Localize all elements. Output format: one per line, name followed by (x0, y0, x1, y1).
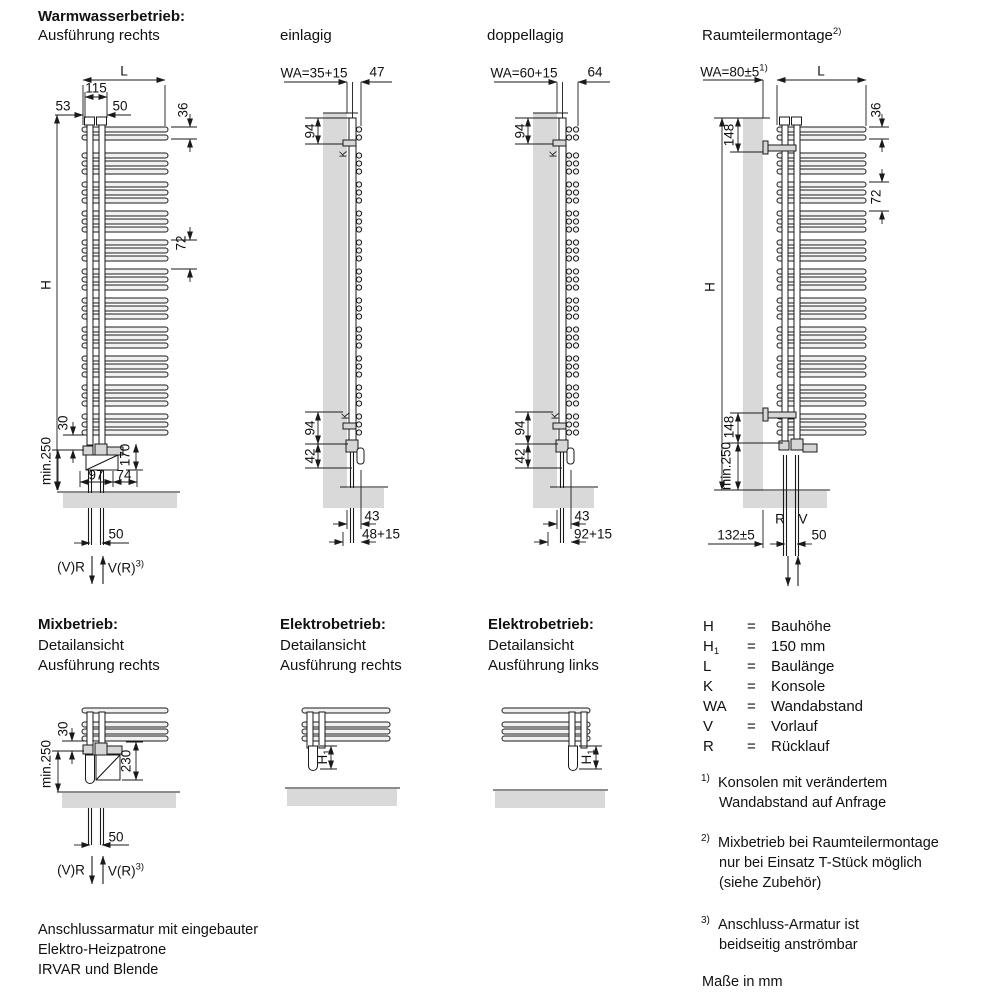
legend-row (703, 618, 831, 637)
units-note: Maße in mm (702, 974, 783, 990)
dim-label-L-raumteiler: L (817, 63, 825, 79)
elektro-links-line2: Detailansicht (488, 637, 574, 654)
legend-symbol: H (703, 618, 714, 635)
dim-label-50-bottom: 50 (108, 526, 124, 542)
legend-equals: = (747, 698, 756, 715)
vr-right-mix-sup: 3) (135, 861, 145, 873)
dim-label-72-raumteiler: 72 (868, 189, 884, 205)
konsole-label-top-doppellagig: K (548, 150, 560, 158)
pipe-label-R: R (775, 511, 785, 527)
mixbetrieb-line3: Ausführung rechts (38, 657, 160, 674)
flow-label-vr-left: (V)R (57, 559, 85, 575)
dim-label-42-doppellagig: 42 (512, 448, 528, 464)
dim-label-H-raumteiler: H (702, 282, 718, 292)
section-title-elektro-links: Elektrobetrieb: (488, 616, 594, 633)
dim-label-94-top-einlagig: 94 (302, 123, 318, 139)
elektro-links-line3: Ausführung links (488, 657, 599, 674)
konsole-label-bottom-einlagig: K (340, 412, 352, 420)
dim-label-36-raumteiler: 36 (868, 102, 884, 118)
dim-label-h1-rechts (315, 749, 333, 764)
dim-label-50-top: 50 (112, 98, 128, 114)
dim-label-53: 53 (55, 98, 71, 114)
dim-label-64: 64 (587, 64, 603, 80)
section-title-einlagig: einlagig (280, 27, 332, 44)
legend-symbol: L (703, 658, 712, 675)
wa-raumteiler-text: WA=80±5 (700, 64, 760, 80)
legend-symbol: $H_1$ (703, 638, 720, 657)
legend-equals: = (747, 638, 756, 655)
dim-label-72: 72 (173, 235, 189, 251)
legend-row (703, 638, 825, 657)
footnote-2-line-2: nur bei Einsatz T-Stück möglich (719, 855, 922, 871)
dim-label-92-15: 92+15 (574, 526, 612, 542)
dim-label-50-mix: 50 (108, 829, 124, 845)
wa-raumteiler-sup: 1) (759, 62, 768, 74)
legend-symbol: R (703, 738, 714, 755)
dim-label-min250-mix: min.250 (38, 739, 54, 789)
legend-row (703, 718, 818, 737)
flow-label-vr-right-mix (108, 862, 144, 879)
raumteiler-drawing (703, 80, 889, 586)
dim-label-wa-raumteiler (700, 63, 768, 80)
dim-label-74: 74 (116, 467, 132, 483)
section-subtitle-warmwasser: Ausführung rechts (38, 27, 160, 44)
legend-definition: Bauhöhe (771, 618, 832, 635)
konsole-label-top-einlagig: K (338, 150, 350, 158)
dim-label-94-top-doppellagig: 94 (512, 123, 528, 139)
h1-rechts-text: H (315, 754, 330, 765)
h1-links-sub: 1 (586, 749, 597, 755)
h1-links-text: H (579, 754, 594, 765)
dim-label-30: 30 (55, 415, 71, 431)
footnote-3-sup: 3) (701, 915, 710, 926)
dim-label-170: 170 (117, 443, 133, 467)
raumteiler-title-sup: 2) (832, 26, 842, 37)
legend-definition: Baulänge (771, 658, 835, 675)
mixbetrieb-drawing (52, 708, 180, 884)
dim-label-43-doppellagig: 43 (574, 508, 590, 524)
section-title-raumteiler (702, 26, 841, 44)
konsole-label-bottom-doppellagig: K (550, 412, 562, 420)
legend-equals: = (747, 738, 756, 755)
bottom-note-line-2: Elektro-Heizpatrone (38, 942, 167, 958)
dim-label-115: 115 (85, 80, 107, 96)
legend-row (703, 738, 829, 757)
flow-label-vr-right (108, 559, 144, 576)
bottom-note-line-1: Anschlussarmatur mit eingebauter (38, 922, 259, 938)
legend-definition: Konsole (771, 678, 826, 695)
vr-right-sup: 3) (135, 558, 145, 570)
footnote-3-line-2: beidseitig anströmbar (719, 937, 858, 953)
dim-label-42-einlagig: 42 (302, 448, 318, 464)
elektro-rechts-drawing (285, 708, 400, 806)
dim-label-wa-doppellagig: WA=60+15 (490, 65, 558, 81)
legend-symbol: WA (703, 698, 727, 715)
dim-label-36: 36 (175, 102, 191, 118)
dim-label-94-bottom-einlagig: 94 (302, 420, 318, 436)
section-title-doppellagig: doppellagig (487, 27, 564, 44)
footnote-1-line-1: Konsolen mit verändertem (718, 775, 888, 791)
footnote-3-line-1: Anschluss-Armatur ist (718, 917, 860, 933)
dim-label-wa-einlagig: WA=35+15 (280, 65, 348, 81)
section-title-warmwasser: Warmwasserbetrieb: (38, 8, 185, 25)
legend-definition: Rücklauf (771, 738, 830, 755)
footnote-2-line-3: (siehe Zubehör) (719, 875, 822, 891)
legend-equals: = (747, 678, 756, 695)
dim-label-47: 47 (369, 64, 385, 80)
dim-label-30-mix: 30 (55, 721, 71, 737)
section-title-elektro-rechts: Elektrobetrieb: (280, 616, 386, 633)
dim-label-50-raumteiler: 50 (811, 527, 827, 543)
legend-equals: = (747, 718, 756, 735)
elektro-rechts-line3: Ausführung rechts (280, 657, 402, 674)
legend-row (703, 658, 834, 677)
dim-label-L: L (120, 63, 128, 79)
dim-label-132-5: 132±5 (717, 527, 755, 543)
dim-label-H: H (38, 280, 54, 290)
legend-definition: Wandabstand (771, 698, 864, 715)
footnote-2-sup: 2) (701, 833, 710, 844)
dim-label-148-bottom: 148 (721, 415, 737, 439)
legend-definition: 150 mm (771, 638, 826, 655)
legend-equals: = (747, 618, 756, 635)
vr-right-text: V(R) (107, 560, 136, 576)
dim-label-148-top: 148 (721, 123, 737, 147)
legend-equals: = (747, 658, 756, 675)
legend-definition: Vorlauf (771, 718, 818, 735)
legend-symbol: K (703, 678, 714, 695)
dim-label-43-einlagig: 43 (364, 508, 380, 524)
dim-label-230: 230 (118, 749, 134, 773)
dim-label-48-15: 48+15 (362, 526, 400, 542)
dim-label-min250-raumteiler: min.250 (718, 441, 734, 491)
elektro-rechts-line2: Detailansicht (280, 637, 366, 654)
legend-row (703, 698, 863, 717)
h1-rechts-sub: 1 (322, 749, 333, 755)
dim-label-h1-links (579, 749, 597, 764)
dim-label-97: 97 (88, 467, 104, 483)
flow-label-vr-left-mix: (V)R (57, 862, 85, 878)
footnote-2-line-1: Mixbetrieb bei Raumteilermontage (718, 835, 939, 851)
footnote-1-sup: 1) (701, 773, 710, 784)
dim-label-94-bottom-doppellagig: 94 (512, 420, 528, 436)
vr-right-mix-text: V(R) (107, 863, 136, 879)
bottom-note-line-3: IRVAR und Blende (38, 962, 159, 978)
section-title-mixbetrieb: Mixbetrieb: (38, 616, 119, 633)
legend-symbol: V (703, 718, 714, 735)
mixbetrieb-line2: Detailansicht (38, 637, 124, 654)
warmwasser-drawing (52, 80, 197, 584)
footnote-1-line-2: Wandabstand auf Anfrage (719, 795, 887, 811)
dim-label-min250: min.250 (38, 436, 54, 486)
legend-row (703, 678, 825, 697)
pipe-label-V: V (798, 511, 808, 527)
raumteiler-title-text: Raumteilermontage (702, 27, 833, 44)
